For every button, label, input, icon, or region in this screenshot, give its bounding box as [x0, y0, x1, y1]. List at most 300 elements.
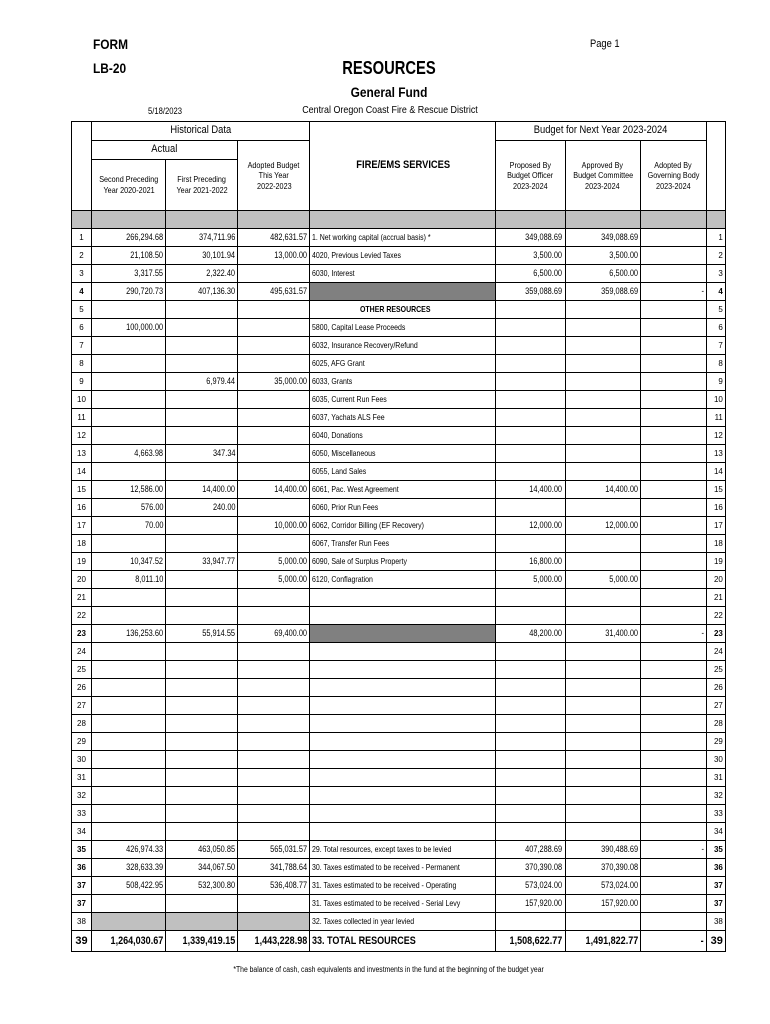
approved-value — [565, 589, 640, 607]
table-row — [72, 751, 726, 769]
line-number: 37 — [72, 895, 92, 913]
proposed-value — [496, 733, 565, 751]
form-code: LB-20 — [93, 60, 127, 76]
table-row — [72, 895, 726, 913]
approved-header: Approved By Budget Committee 2023-2024 — [565, 141, 640, 211]
table-row — [72, 643, 726, 661]
line-number: 10 — [72, 391, 92, 409]
line-number-right: 12 — [706, 427, 725, 445]
description: 6050, Miscellaneous — [310, 445, 496, 463]
adopted-value — [640, 229, 706, 247]
line-number: 16 — [72, 499, 92, 517]
line-number: 18 — [72, 535, 92, 553]
adopted-this-year-value — [238, 823, 310, 841]
approved-value — [565, 679, 640, 697]
table-row — [72, 355, 726, 373]
first-preceding-value — [166, 535, 238, 553]
line-number: 15 — [72, 481, 92, 499]
line-number-right: 6 — [706, 319, 725, 337]
adopted-this-year-value: 482,631.57 — [238, 229, 310, 247]
second-preceding-value — [92, 409, 166, 427]
approved-value — [565, 643, 640, 661]
description — [310, 697, 496, 715]
adopted-value — [640, 679, 706, 697]
actual-header: Actual — [92, 141, 238, 160]
proposed-value — [496, 535, 565, 553]
table-row — [72, 247, 726, 265]
table-row — [72, 517, 726, 535]
adopted-value — [640, 427, 706, 445]
proposed-value — [496, 715, 565, 733]
line-number: 21 — [72, 589, 92, 607]
page-number: Page 1 — [590, 38, 620, 50]
approved-value: 3,500.00 — [565, 247, 640, 265]
line-number: 17 — [72, 517, 92, 535]
approved-value — [565, 445, 640, 463]
fund-subtitle: General Fund — [350, 84, 428, 100]
approved-value — [565, 301, 640, 319]
line-number-right: 34 — [706, 823, 725, 841]
proposed-value: 48,200.00 — [496, 625, 565, 643]
first-preceding-value: 1,339,419.15 — [166, 931, 238, 952]
table-row — [72, 661, 726, 679]
adopted-value — [640, 265, 706, 283]
line-number-right: 38 — [706, 913, 725, 931]
approved-value — [565, 337, 640, 355]
line-number: 31 — [72, 769, 92, 787]
table-row — [72, 427, 726, 445]
proposed-value: 407,288.69 — [496, 841, 565, 859]
description: 6061, Pac. West Agreement — [310, 481, 496, 499]
adopted-value — [640, 337, 706, 355]
line-number: 30 — [72, 751, 92, 769]
table-row — [72, 337, 726, 355]
approved-value — [565, 823, 640, 841]
first-preceding-header: First Preceding Year 2021-2022 — [166, 160, 238, 211]
line-number: 39 — [72, 931, 92, 952]
adopted-this-year-value: 13,000.00 — [238, 247, 310, 265]
adopted-this-year-value — [238, 679, 310, 697]
table-row — [72, 697, 726, 715]
line-number: 8 — [72, 355, 92, 373]
line-number-right: 4 — [706, 283, 725, 301]
first-preceding-value: 344,067.50 — [166, 859, 238, 877]
second-preceding-value: 3,317.55 — [92, 265, 166, 283]
proposed-value — [496, 787, 565, 805]
line-number-right: 31 — [706, 769, 725, 787]
table-row — [72, 787, 726, 805]
first-preceding-value — [166, 337, 238, 355]
line-number: 1 — [72, 229, 92, 247]
proposed-value — [496, 589, 565, 607]
approved-value: 14,400.00 — [565, 481, 640, 499]
first-preceding-value: 14,400.00 — [166, 481, 238, 499]
second-preceding-value — [92, 337, 166, 355]
second-preceding-value: 12,586.00 — [92, 481, 166, 499]
line-number: 33 — [72, 805, 92, 823]
adopted-value — [640, 715, 706, 733]
proposed-value — [496, 805, 565, 823]
first-preceding-value — [166, 715, 238, 733]
description: 6055, Land Sales — [310, 463, 496, 481]
line-number-right: 21 — [706, 589, 725, 607]
adopted-value — [640, 697, 706, 715]
adopted-this-year-value — [238, 337, 310, 355]
description: 5800, Capital Lease Proceeds — [310, 319, 496, 337]
adopted-value — [640, 733, 706, 751]
description: 6062, Corridor Billing (EF Recovery) — [310, 517, 496, 535]
approved-value — [565, 319, 640, 337]
approved-value — [565, 751, 640, 769]
line-number-right: 29 — [706, 733, 725, 751]
proposed-value — [496, 337, 565, 355]
line-number-right: 10 — [706, 391, 725, 409]
table-row — [72, 409, 726, 427]
second-preceding-value: 4,663.98 — [92, 445, 166, 463]
table-row — [72, 931, 726, 952]
description: 32. Taxes collected in year levied — [310, 913, 496, 931]
proposed-value — [496, 913, 565, 931]
first-preceding-value — [166, 823, 238, 841]
adopted-value — [640, 535, 706, 553]
table-row — [72, 445, 726, 463]
approved-value: 370,390.08 — [565, 859, 640, 877]
proposed-value — [496, 607, 565, 625]
proposed-value: 370,390.08 — [496, 859, 565, 877]
line-number-right: 14 — [706, 463, 725, 481]
header-spacer-row — [72, 211, 726, 229]
first-preceding-value: 55,914.55 — [166, 625, 238, 643]
line-number: 24 — [72, 643, 92, 661]
line-number-right: 24 — [706, 643, 725, 661]
description — [310, 823, 496, 841]
proposed-value: 5,000.00 — [496, 571, 565, 589]
proposed-value: 16,800.00 — [496, 553, 565, 571]
adopted-this-year-value — [238, 445, 310, 463]
table-row — [72, 625, 726, 643]
table-row — [72, 733, 726, 751]
description: 6037, Yachats ALS Fee — [310, 409, 496, 427]
line-number-right: 7 — [706, 337, 725, 355]
approved-value — [565, 661, 640, 679]
first-preceding-value: 532,300.80 — [166, 877, 238, 895]
adopted-this-year-value — [238, 589, 310, 607]
second-preceding-value — [92, 733, 166, 751]
line-number: 6 — [72, 319, 92, 337]
table-row — [72, 391, 726, 409]
second-preceding-value — [92, 913, 166, 931]
line-number: 14 — [72, 463, 92, 481]
header-blank-left — [72, 122, 92, 211]
second-preceding-value — [92, 895, 166, 913]
description: 6032, Insurance Recovery/Refund — [310, 337, 496, 355]
proposed-value: 157,920.00 — [496, 895, 565, 913]
adopted-this-year-value: 565,031.57 — [238, 841, 310, 859]
line-number: 11 — [72, 409, 92, 427]
line-number-right: 39 — [706, 931, 725, 952]
adopted-value — [640, 301, 706, 319]
first-preceding-value: 463,050.85 — [166, 841, 238, 859]
second-preceding-value: 328,633.39 — [92, 859, 166, 877]
adopted-value — [640, 463, 706, 481]
adopted-value — [640, 481, 706, 499]
second-preceding-value — [92, 355, 166, 373]
table-row — [72, 607, 726, 625]
line-number-right: 35 — [706, 841, 725, 859]
proposed-value: 14,400.00 — [496, 481, 565, 499]
adopted-this-year-value — [238, 787, 310, 805]
line-number: 28 — [72, 715, 92, 733]
line-number: 3 — [72, 265, 92, 283]
approved-value — [565, 373, 640, 391]
line-number: 20 — [72, 571, 92, 589]
proposed-value — [496, 301, 565, 319]
description — [310, 643, 496, 661]
adopted-value — [640, 409, 706, 427]
proposed-header: Proposed By Budget Officer 2023-2024 — [496, 141, 565, 211]
description — [310, 607, 496, 625]
adopted-value — [640, 319, 706, 337]
second-preceding-value — [92, 679, 166, 697]
table-row — [72, 553, 726, 571]
adopted-this-year-value — [238, 697, 310, 715]
proposed-value: 349,088.69 — [496, 229, 565, 247]
adopted-value — [640, 859, 706, 877]
adopted-value — [640, 823, 706, 841]
second-preceding-header: Second Preceding Year 2020-2021 — [92, 160, 166, 211]
line-number-right: 36 — [706, 859, 725, 877]
second-preceding-value — [92, 535, 166, 553]
adopted-value — [640, 913, 706, 931]
adopted-value — [640, 895, 706, 913]
first-preceding-value — [166, 463, 238, 481]
first-preceding-value: 6,979.44 — [166, 373, 238, 391]
description: 6120, Conflagration — [310, 571, 496, 589]
table-row — [72, 301, 726, 319]
approved-value: 157,920.00 — [565, 895, 640, 913]
proposed-value — [496, 679, 565, 697]
description: 6030, Interest — [310, 265, 496, 283]
line-number: 4 — [72, 283, 92, 301]
adopted-this-year-value — [238, 895, 310, 913]
line-number: 26 — [72, 679, 92, 697]
line-number: 34 — [72, 823, 92, 841]
line-number: 38 — [72, 913, 92, 931]
second-preceding-value — [92, 751, 166, 769]
line-number-right: 19 — [706, 553, 725, 571]
first-preceding-value: 240.00 — [166, 499, 238, 517]
table-row — [72, 679, 726, 697]
second-preceding-value: 508,422.95 — [92, 877, 166, 895]
proposed-value — [496, 409, 565, 427]
line-number: 32 — [72, 787, 92, 805]
adopted-this-year-value — [238, 409, 310, 427]
approved-value — [565, 697, 640, 715]
first-preceding-value — [166, 409, 238, 427]
table-row — [72, 715, 726, 733]
first-preceding-value — [166, 661, 238, 679]
historical-data-header: Historical Data — [92, 122, 310, 141]
description: 6025, AFG Grant — [310, 355, 496, 373]
second-preceding-value: 100,000.00 — [92, 319, 166, 337]
line-number: 27 — [72, 697, 92, 715]
second-preceding-value — [92, 373, 166, 391]
line-number-right: 33 — [706, 805, 725, 823]
proposed-value — [496, 463, 565, 481]
adopted-value: - — [640, 931, 706, 952]
adopted-value: - — [640, 283, 706, 301]
first-preceding-value — [166, 697, 238, 715]
first-preceding-value — [166, 769, 238, 787]
adopted-value — [640, 607, 706, 625]
budget-next-year-header: Budget for Next Year 2023-2024 — [496, 122, 707, 141]
line-number-right: 28 — [706, 715, 725, 733]
adopted-this-year-header: Adopted Budget This Year 2022-2023 — [238, 141, 310, 211]
proposed-value: 359,088.69 — [496, 283, 565, 301]
table-row — [72, 589, 726, 607]
district-name: Central Oregon Coast Fire & Rescue District — [302, 104, 478, 116]
adopted-this-year-value: 14,400.00 — [238, 481, 310, 499]
adopted-this-year-value — [238, 913, 310, 931]
first-preceding-value — [166, 913, 238, 931]
second-preceding-value: 8,011.10 — [92, 571, 166, 589]
table-row — [72, 841, 726, 859]
approved-value — [565, 607, 640, 625]
adopted-value — [640, 391, 706, 409]
line-number-right: 26 — [706, 679, 725, 697]
first-preceding-value: 33,947.77 — [166, 553, 238, 571]
proposed-value — [496, 445, 565, 463]
adopted-value — [640, 661, 706, 679]
table-row — [72, 769, 726, 787]
line-number-right: 3 — [706, 265, 725, 283]
line-number: 25 — [72, 661, 92, 679]
second-preceding-value: 290,720.73 — [92, 283, 166, 301]
proposed-value — [496, 823, 565, 841]
second-preceding-value — [92, 607, 166, 625]
form-date: 5/18/2023 — [148, 106, 183, 116]
description — [310, 589, 496, 607]
first-preceding-value — [166, 733, 238, 751]
line-number-right: 22 — [706, 607, 725, 625]
description: 6060, Prior Run Fees — [310, 499, 496, 517]
approved-value: 5,000.00 — [565, 571, 640, 589]
adopted-value — [640, 355, 706, 373]
approved-value — [565, 409, 640, 427]
second-preceding-value — [92, 697, 166, 715]
approved-value — [565, 769, 640, 787]
first-preceding-value — [166, 895, 238, 913]
table-row — [72, 463, 726, 481]
table-row — [72, 265, 726, 283]
line-number-right: 8 — [706, 355, 725, 373]
adopted-this-year-value — [238, 643, 310, 661]
adopted-this-year-value: 69,400.00 — [238, 625, 310, 643]
first-preceding-value: 2,322.40 — [166, 265, 238, 283]
proposed-value: 3,500.00 — [496, 247, 565, 265]
footnote: *The balance of cash, cash equivalents and investments in the fund at the beginning of the budget year — [233, 965, 545, 974]
approved-value: 390,488.69 — [565, 841, 640, 859]
approved-value: 1,491,822.77 — [565, 931, 640, 952]
line-number-right: 30 — [706, 751, 725, 769]
line-number: 2 — [72, 247, 92, 265]
line-number-right: 20 — [706, 571, 725, 589]
adopted-this-year-value — [238, 733, 310, 751]
proposed-value — [496, 499, 565, 517]
approved-value — [565, 499, 640, 517]
approved-value: 573,024.00 — [565, 877, 640, 895]
line-number-right: 16 — [706, 499, 725, 517]
table-row — [72, 319, 726, 337]
line-number: 29 — [72, 733, 92, 751]
adopted-value — [640, 643, 706, 661]
description: OTHER RESOURCES — [310, 301, 496, 319]
approved-value — [565, 391, 640, 409]
line-number-right: 17 — [706, 517, 725, 535]
description — [310, 733, 496, 751]
line-number: 7 — [72, 337, 92, 355]
line-number-right: 32 — [706, 787, 725, 805]
line-number-right: 27 — [706, 697, 725, 715]
approved-value: 359,088.69 — [565, 283, 640, 301]
first-preceding-value — [166, 355, 238, 373]
description — [310, 625, 496, 643]
line-number: 5 — [72, 301, 92, 319]
line-number-right: 15 — [706, 481, 725, 499]
first-preceding-value — [166, 391, 238, 409]
adopted-value — [640, 445, 706, 463]
proposed-value — [496, 427, 565, 445]
proposed-value — [496, 751, 565, 769]
first-preceding-value — [166, 517, 238, 535]
second-preceding-value — [92, 589, 166, 607]
adopted-this-year-value: 1,443,228.98 — [238, 931, 310, 952]
line-number-right: 11 — [706, 409, 725, 427]
second-preceding-value — [92, 823, 166, 841]
approved-value — [565, 463, 640, 481]
table-row — [72, 913, 726, 931]
proposed-value: 12,000.00 — [496, 517, 565, 535]
adopted-value — [640, 571, 706, 589]
adopted-this-year-value — [238, 427, 310, 445]
second-preceding-value — [92, 427, 166, 445]
second-preceding-value: 576.00 — [92, 499, 166, 517]
first-preceding-value — [166, 607, 238, 625]
approved-value: 31,400.00 — [565, 625, 640, 643]
adopted-this-year-value — [238, 499, 310, 517]
description: 30. Taxes estimated to be received - Permanent — [310, 859, 496, 877]
line-number-right: 5 — [706, 301, 725, 319]
approved-value — [565, 805, 640, 823]
description: 6067, Transfer Run Fees — [310, 535, 496, 553]
table-row — [72, 481, 726, 499]
adopted-this-year-value — [238, 661, 310, 679]
adopted-this-year-value: 10,000.00 — [238, 517, 310, 535]
adopted-this-year-value — [238, 805, 310, 823]
description: 1. Net working capital (accrual basis) * — [310, 229, 496, 247]
header-blank-right — [706, 122, 725, 211]
table-row — [72, 859, 726, 877]
first-preceding-value — [166, 319, 238, 337]
description: 29. Total resources, except taxes to be levied — [310, 841, 496, 859]
proposed-value: 6,500.00 — [496, 265, 565, 283]
second-preceding-value: 10,347.52 — [92, 553, 166, 571]
approved-value — [565, 733, 640, 751]
adopted-this-year-value — [238, 607, 310, 625]
description — [310, 805, 496, 823]
approved-value — [565, 913, 640, 931]
first-preceding-value: 30,101.94 — [166, 247, 238, 265]
